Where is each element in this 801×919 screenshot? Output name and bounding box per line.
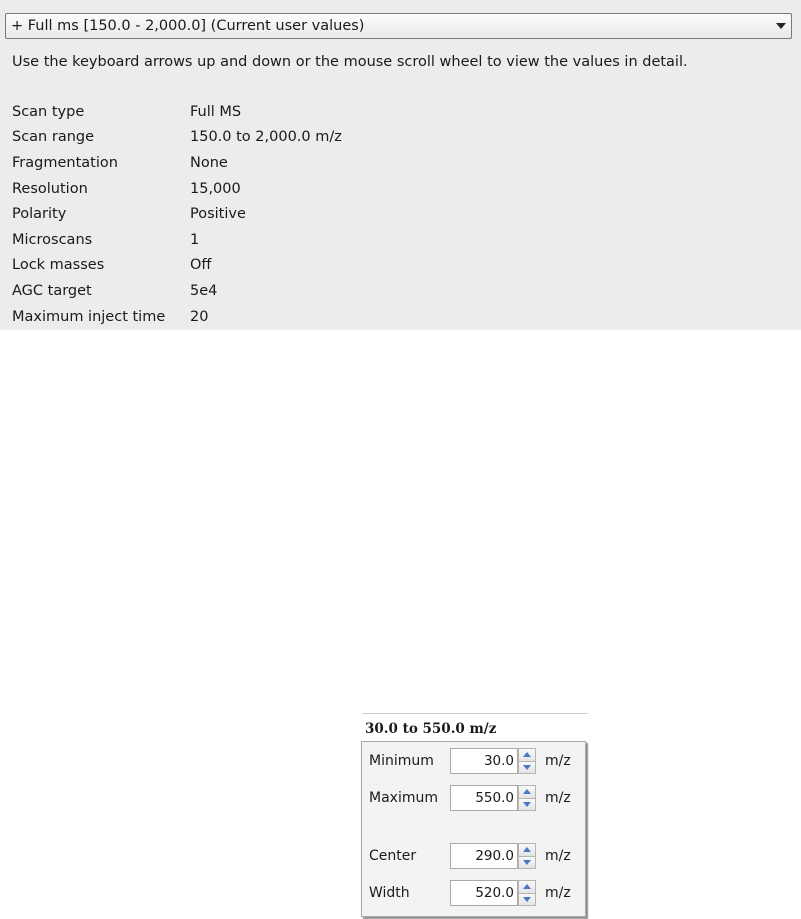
spin-up-icon[interactable]: [518, 880, 536, 894]
property-value: None: [190, 154, 228, 171]
property-value: Positive: [190, 206, 246, 223]
scan-properties-list: [12, 99, 342, 329]
range-row-center: [362, 842, 585, 870]
range-field-unit: m/z: [545, 885, 571, 901]
property-row: [12, 176, 342, 202]
property-label: Maximum inject time: [12, 308, 166, 325]
property-row: [12, 278, 342, 304]
center-spinner: [518, 843, 536, 869]
range-row-minimum: [362, 747, 585, 775]
spin-up-icon[interactable]: [518, 843, 536, 857]
width-spinner: [518, 880, 536, 906]
spin-up-icon[interactable]: [518, 748, 536, 762]
property-value: Full MS: [190, 103, 242, 120]
range-row-width: [362, 879, 585, 907]
property-row: [12, 201, 342, 227]
spin-down-icon[interactable]: [518, 857, 536, 870]
property-label: Microscans: [12, 231, 93, 248]
property-row: [12, 304, 342, 330]
range-field-label: Maximum: [369, 790, 438, 806]
minimum-input[interactable]: 30.0: [450, 748, 518, 774]
range-field-label: Minimum: [369, 753, 434, 769]
range-editor-title[interactable]: 30.0 to 550.0 m/z: [362, 713, 588, 741]
property-label: Polarity: [12, 206, 67, 223]
property-row: [12, 253, 342, 279]
range-field-unit: m/z: [545, 848, 571, 864]
property-row: [12, 150, 342, 176]
property-value: Off: [190, 257, 212, 274]
property-value: 5e4: [190, 282, 218, 299]
usage-hint: Use the keyboard arrows up and down or the mouse scroll wheel to view the values in detail.: [12, 54, 688, 70]
center-input[interactable]: 290.0: [450, 843, 518, 869]
scan-details-panel: [0, 0, 801, 330]
range-field-unit: m/z: [545, 753, 571, 769]
property-label: Fragmentation: [12, 154, 118, 171]
maximum-input[interactable]: 550.0: [450, 785, 518, 811]
property-value: 20: [190, 308, 209, 325]
property-row: [12, 99, 342, 125]
property-label: Resolution: [12, 180, 88, 197]
property-value: 15,000: [190, 180, 241, 197]
range-editor-panel: [361, 741, 586, 917]
spin-up-icon[interactable]: [518, 785, 536, 799]
property-label: Scan type: [12, 103, 85, 120]
spin-down-icon[interactable]: [518, 894, 536, 907]
property-value: 150.0 to 2,000.0 m/z: [190, 129, 342, 146]
maximum-spinner: [518, 785, 536, 811]
property-label: AGC target: [12, 282, 92, 299]
scan-selector-value: + Full ms [150.0 - 2,000.0] (Current user values): [11, 18, 365, 34]
width-input[interactable]: 520.0: [450, 880, 518, 906]
scan-selector-dropdown[interactable]: [5, 13, 792, 39]
property-row: [12, 227, 342, 253]
range-field-label: Center: [369, 848, 417, 864]
minimum-spinner: [518, 748, 536, 774]
property-value: 1: [190, 231, 200, 248]
triangle-down-icon[interactable]: [771, 14, 791, 38]
range-field-unit: m/z: [545, 790, 571, 806]
spin-down-icon[interactable]: [518, 762, 536, 775]
property-row: [12, 125, 342, 151]
range-row-maximum: [362, 784, 585, 812]
spin-down-icon[interactable]: [518, 799, 536, 812]
property-label: Scan range: [12, 129, 95, 146]
range-field-label: Width: [369, 885, 410, 901]
property-label: Lock masses: [12, 257, 105, 274]
